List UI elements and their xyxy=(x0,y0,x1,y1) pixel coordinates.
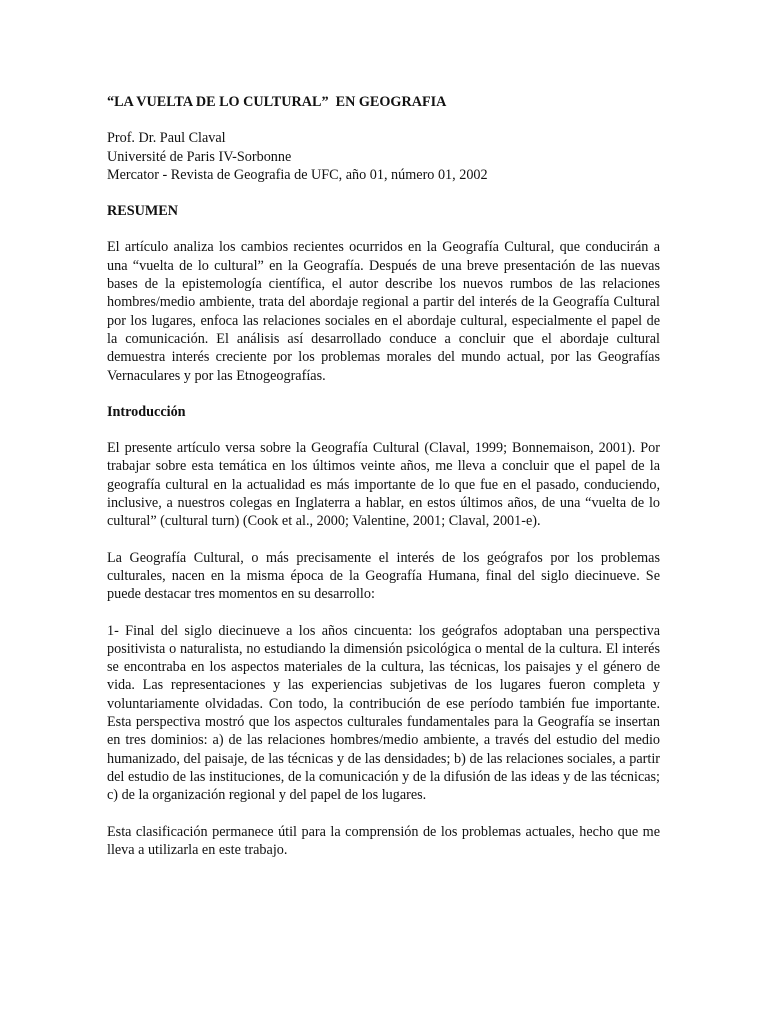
abstract-text: El artículo analiza los cambios recientes ocurridos en la Geografía Cultural, que conducirán a una “vuelta de lo cultural” en la Geografía. Después de una breve presentación de las nuevas bases de la epistemología científica, el autor describe los nuevos rumbos de las relaciones hombres/medio ambiente, trata del abordaje regional a partir del interés de la Geografía Cultural por los lugares, enfoca las relaciones sociales en el abordaje cultural, especialmente el papel de la comunicación. El análisis así desarrollado conduce a concluir que el abordaje cultural demuestra interés creciente por los problemas morales del mundo actual, por las Geografías Vernaculares y por las Etnogeografías. xyxy=(107,239,660,384)
intro-heading: Introducción xyxy=(107,403,186,420)
paragraph: La Geografía Cultural, o más precisamente el interés de los geógrafos por los problemas culturales, nacen en la misma época de la Geografía Humana, final del siglo diecinueve. Se puede destacar tres momentos en su desarrollo: xyxy=(107,549,660,603)
document-meta xyxy=(107,129,660,184)
paragraph: Esta clasificación permanece útil para la comprensión de los problemas actuales, hecho que me lleva a utilizarla en este trabajo. xyxy=(107,823,660,858)
document-title: “LA VUELTA DE LO CULTURAL” EN GEOGRAFIA xyxy=(107,94,447,110)
paragraph: 1- Final del siglo diecinueve a los años cincuenta: los geógrafos adoptaban una perspectiva positivista o naturalista, no estudiando la dimensión psicológica o mental de la cultura. El interés se encontraba en los aspectos materiales de la cultura, las técnicas, los paisajes y el género de vida. Las representaciones y las experiencias subjetivas de los lugares fueron completa y voluntariamente olvidadas. Con todo, la contribución de ese período también fue importante. Esta perspectiva mostró que los aspectos culturales fundamentales para la Geografía se insertan en tres dominios: a) de las relaciones hombres/medio ambiente, a través del estudio del medio humanizado, del paisaje, de las técnicas y de las densidades; b) de las relaciones sociales, a partir del estudio de las instituciones, de la comunicación y de la difusión de las ideas y de las técnicas; c) de la organización regional y del papel de los lugares. xyxy=(107,622,660,804)
paragraph: El presente artículo versa sobre la Geografía Cultural (Claval, 1999; Bonnemaison, 2001). Por trabajar sobre esta temática en los últimos veinte años, me lleva a concluir que el papel de la geografía cultural en la actualidad es más importante de lo que fue en el pasado, conduciendo, inclusive, a nuestros colegas en Inglaterra a hablar, en estos últimos años, de una “vuelta de lo cultural” (cultural turn) (Cook et al., 2000; Valentine, 2001; Claval, 2001-e). xyxy=(107,440,660,530)
abstract-heading: RESUMEN xyxy=(107,203,178,220)
source-line: Mercator - Revista de Geografia de UFC, año 01, número 01, 2002 xyxy=(107,166,488,183)
author-line: Prof. Dr. Paul Claval xyxy=(107,130,226,147)
affiliation-line: Université de Paris IV-Sorbonne xyxy=(107,148,292,165)
